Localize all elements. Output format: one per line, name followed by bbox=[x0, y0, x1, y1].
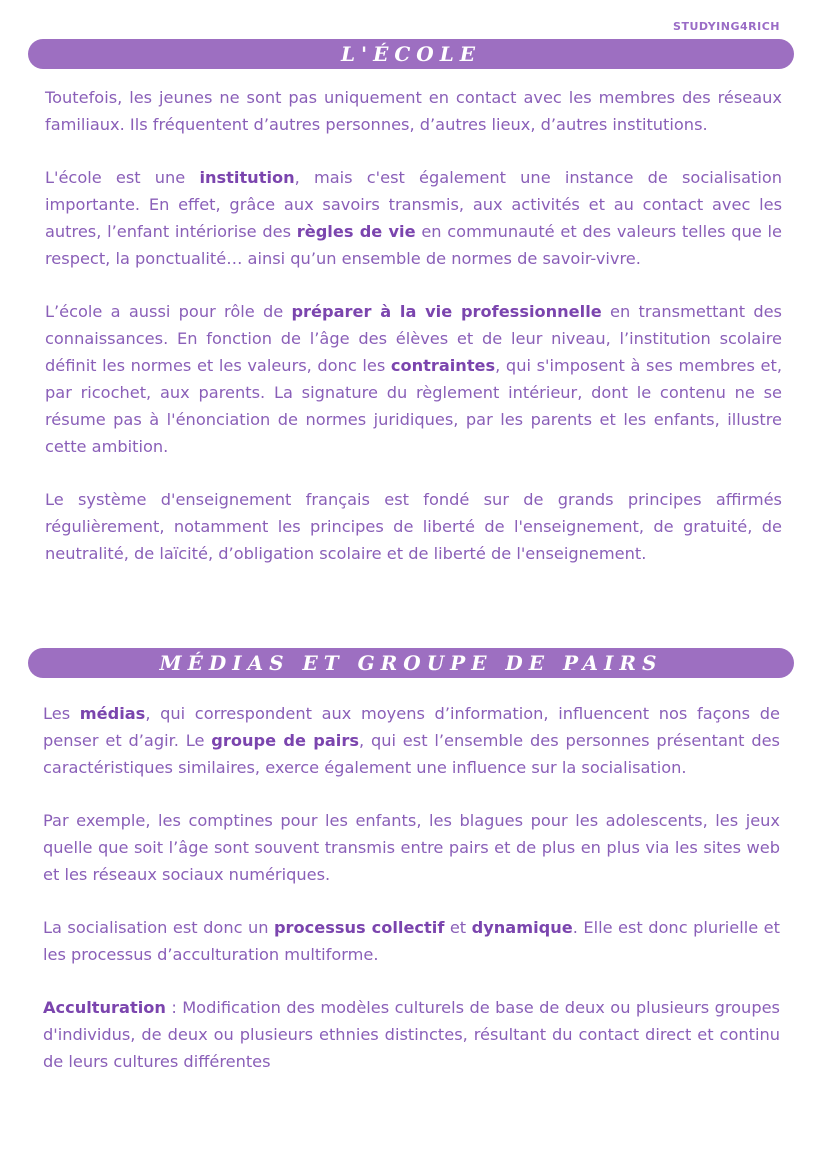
section-ecole-body bbox=[45, 84, 782, 593]
brand-logo-text: STUDYING4RICH bbox=[673, 20, 780, 33]
emphasis-term: groupe de pairs bbox=[211, 731, 359, 750]
emphasis-term: contraintes bbox=[390, 356, 496, 375]
paragraph-medias-3 bbox=[43, 914, 780, 968]
text-run: , mais c'est également une instance de socialisation importante. En effet, grâce aux savoirs transmis, aux activités et au contact avec les autres, l’enfant intériorise des bbox=[45, 168, 783, 241]
emphasis-term: processus collectif bbox=[273, 918, 445, 937]
text-run: L'école est une bbox=[45, 168, 200, 187]
paragraph-medias-2 bbox=[43, 807, 780, 888]
text-run: , qui correspondent aux moyens d’information, influencent nos façons de penser et d’agir. Le bbox=[43, 704, 780, 750]
text-run: : Modification des modèles culturels de base de deux ou plusieurs groupes d'individus, de deux ou plusieurs ethnies distinctes, résultant du contact direct et continu de leurs cultures différentes bbox=[43, 998, 780, 1071]
paragraph-ecole-4 bbox=[45, 486, 782, 567]
paragraph-ecole-2 bbox=[45, 164, 782, 272]
emphasis-term: institution bbox=[199, 168, 295, 187]
text-run: en communauté et des valeurs telles que le respect, la ponctualité… ainsi qu’un ensemble de normes de savoir-vivre. bbox=[45, 222, 782, 268]
section-banner-medias bbox=[28, 648, 794, 678]
text-run: en transmettant des connaissances. En fonction de l’âge des élèves et de leur niveau, l’institution scolaire définit les normes et les valeurs, donc les bbox=[45, 302, 782, 375]
section-medias-body bbox=[43, 700, 780, 1101]
text-run: , qui est l’ensemble des personnes présentant des caractéristiques similaires, exerce également une influence sur la socialisation. bbox=[43, 731, 780, 777]
text-run: , qui s'imposent à ses membres et, par ricochet, aux parents. La signature du règlement intérieur, dont le contenu ne se résume pas à l'énonciation de normes juridiques, par les parents et les enfants, illustre cette ambition. bbox=[45, 356, 782, 456]
text-run: Les bbox=[43, 704, 80, 723]
emphasis-term: dynamique bbox=[471, 918, 573, 937]
text-run: La socialisation est donc un bbox=[43, 918, 274, 937]
text-run: Le système d'enseignement français est fondé sur de grands principes affirmés régulièrement, notamment les principes de liberté de l'enseignement, de gratuité, de neutralité, de laïcité, d’obligation scolaire et de liberté de l'enseignement. bbox=[45, 490, 782, 563]
emphasis-term: règles de vie bbox=[296, 222, 416, 241]
emphasis-term: Acculturation bbox=[43, 998, 166, 1017]
text-run: . Elle est donc plurielle et les processus d’acculturation multiforme. bbox=[43, 918, 780, 964]
section-banner-ecole bbox=[28, 39, 794, 69]
section-title-medias: MÉDIAS ET GROUPE DE PAIRS bbox=[159, 651, 663, 675]
paragraph-ecole-3 bbox=[45, 298, 782, 460]
paragraph-medias-1 bbox=[43, 700, 780, 781]
paragraph-medias-4 bbox=[43, 994, 780, 1075]
emphasis-term: préparer à la vie professionnelle bbox=[291, 302, 602, 321]
text-run: Toutefois, les jeunes ne sont pas uniquement en contact avec les membres des réseaux familiaux. Ils fréquentent d’autres personnes, d’autres lieux, d’autres institutions. bbox=[45, 88, 782, 134]
text-run: L’école a aussi pour rôle de bbox=[45, 302, 292, 321]
text-run: Par exemple, les comptines pour les enfants, les blagues pour les adolescents, les jeux quelle que soit l’âge sont souvent transmis entre pairs et de plus en plus via les sites web et les réseaux sociaux numériques. bbox=[43, 811, 780, 884]
emphasis-term: médias bbox=[79, 704, 146, 723]
paragraph-ecole-1 bbox=[45, 84, 782, 138]
text-run: et bbox=[444, 918, 472, 937]
section-title-ecole: L'ÉCOLE bbox=[340, 42, 482, 66]
